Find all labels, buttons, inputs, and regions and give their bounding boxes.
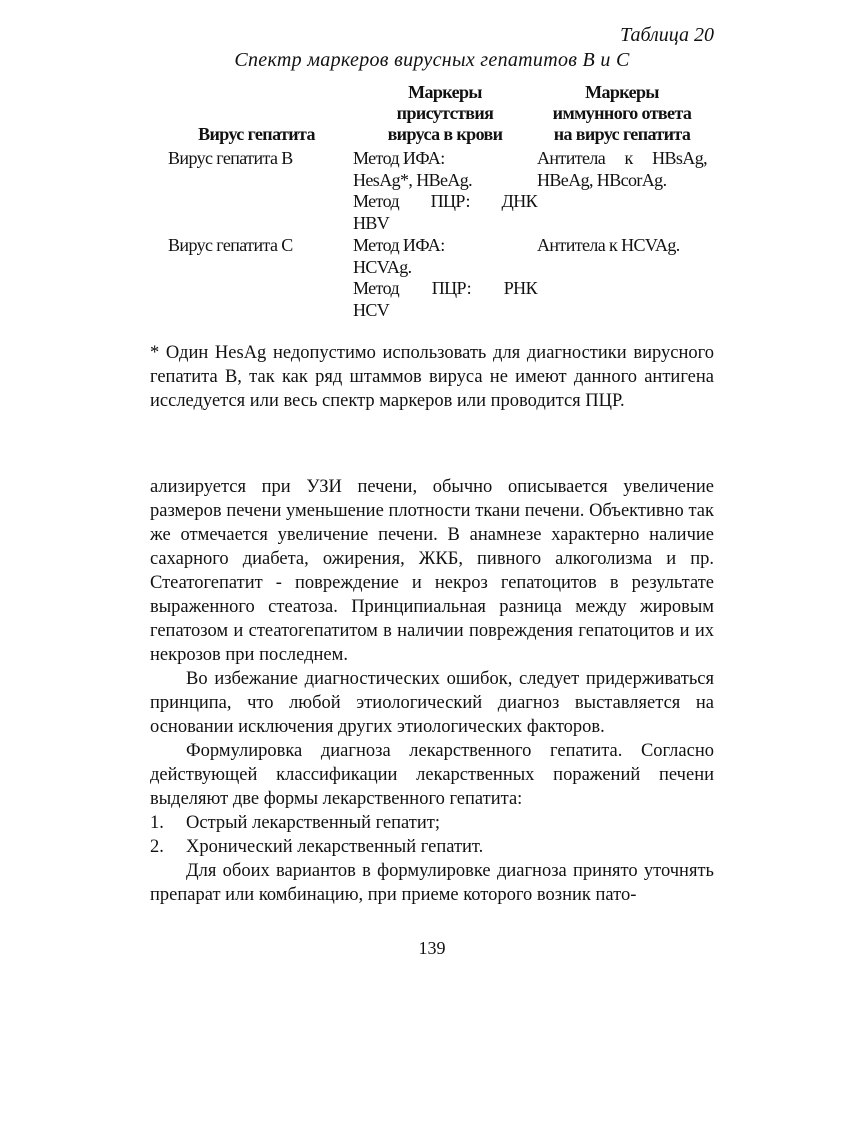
row-blood-markers: Метод ИФА: HCVAg. Метод ПЦР: РНК HCV [353,235,537,320]
header-immune-markers: Маркеры иммунного ответа на вирус гепатита [552,82,692,144]
table-row [160,148,707,235]
list-number: 1. [150,813,164,833]
paragraph: Во избежание диагностических ошибок, следует придерживаться принципа, что любой этиологический диагноз выставляется на основании исключения других этиологических факторов. [150,669,714,737]
list-item [150,835,714,859]
row-virus: Вирус гепатита В [168,148,293,168]
paragraph: Для обоих вариантов в формулировке диагноза принято уточнять препарат или комбинацию, при приеме которого возник пато- [150,861,714,905]
row-virus: Вирус гепатита С [168,235,293,255]
row-blood-markers: Метод ИФА: HesAg*, HBeAg. Метод ПЦР: ДНК HBV [353,148,537,233]
header-blood-markers: Маркеры присутствия вируса в крови [387,82,503,144]
table-header-row [160,82,707,148]
body-text [150,475,714,907]
table-row [160,235,707,322]
table-number: Таблица 20 [620,24,714,46]
header-virus: Вирус гепатита [198,124,315,144]
paragraph: Формулировка диагноза лекарственного гепатита. Согласно действующей классификации лекарственных поражений печени выделяют две формы лекарственного гепатита: [150,741,714,809]
list-number: 2. [150,837,164,857]
list-text: Хронический лекарственный гепатит. [186,837,484,857]
row-immune-markers: Антитела к HCVAg. [537,235,680,255]
paragraph: ализируется при УЗИ печени, обычно описывается увеличение размеров печени уменьшение плотности ткани печени. Объективно так же отмечается увеличение печени. В анамнезе характерно наличие сахарного диабета, ожирения, ЖКБ, пивного алкоголизма и пр. Стеатогепатит - повреждение и некроз гепатоцитов в результате выраженного стеатоза. Принципиальная разница между жировым гепатозом и стеатогепатитом в наличии повреждения гепатоцитов и их некрозов при последнем. [150,477,714,665]
page-number: 139 [418,938,446,958]
list-text: Острый лекарственный гепатит; [186,813,440,833]
list-item [150,811,714,835]
footnote: * Один HesAg недопустимо использовать для диагностики вирусного гепатита В, так как ряд штаммов вируса не имеют данного антигена исследуется или весь спектр маркеров или проводится ПЦР. [150,343,714,411]
table-caption: Спектр маркеров вирусных гепатитов В и С [234,49,630,71]
row-immune-markers: Антитела к HBsAg, HBeAg, HBcorAg. [537,148,707,190]
markers-table [160,82,707,322]
